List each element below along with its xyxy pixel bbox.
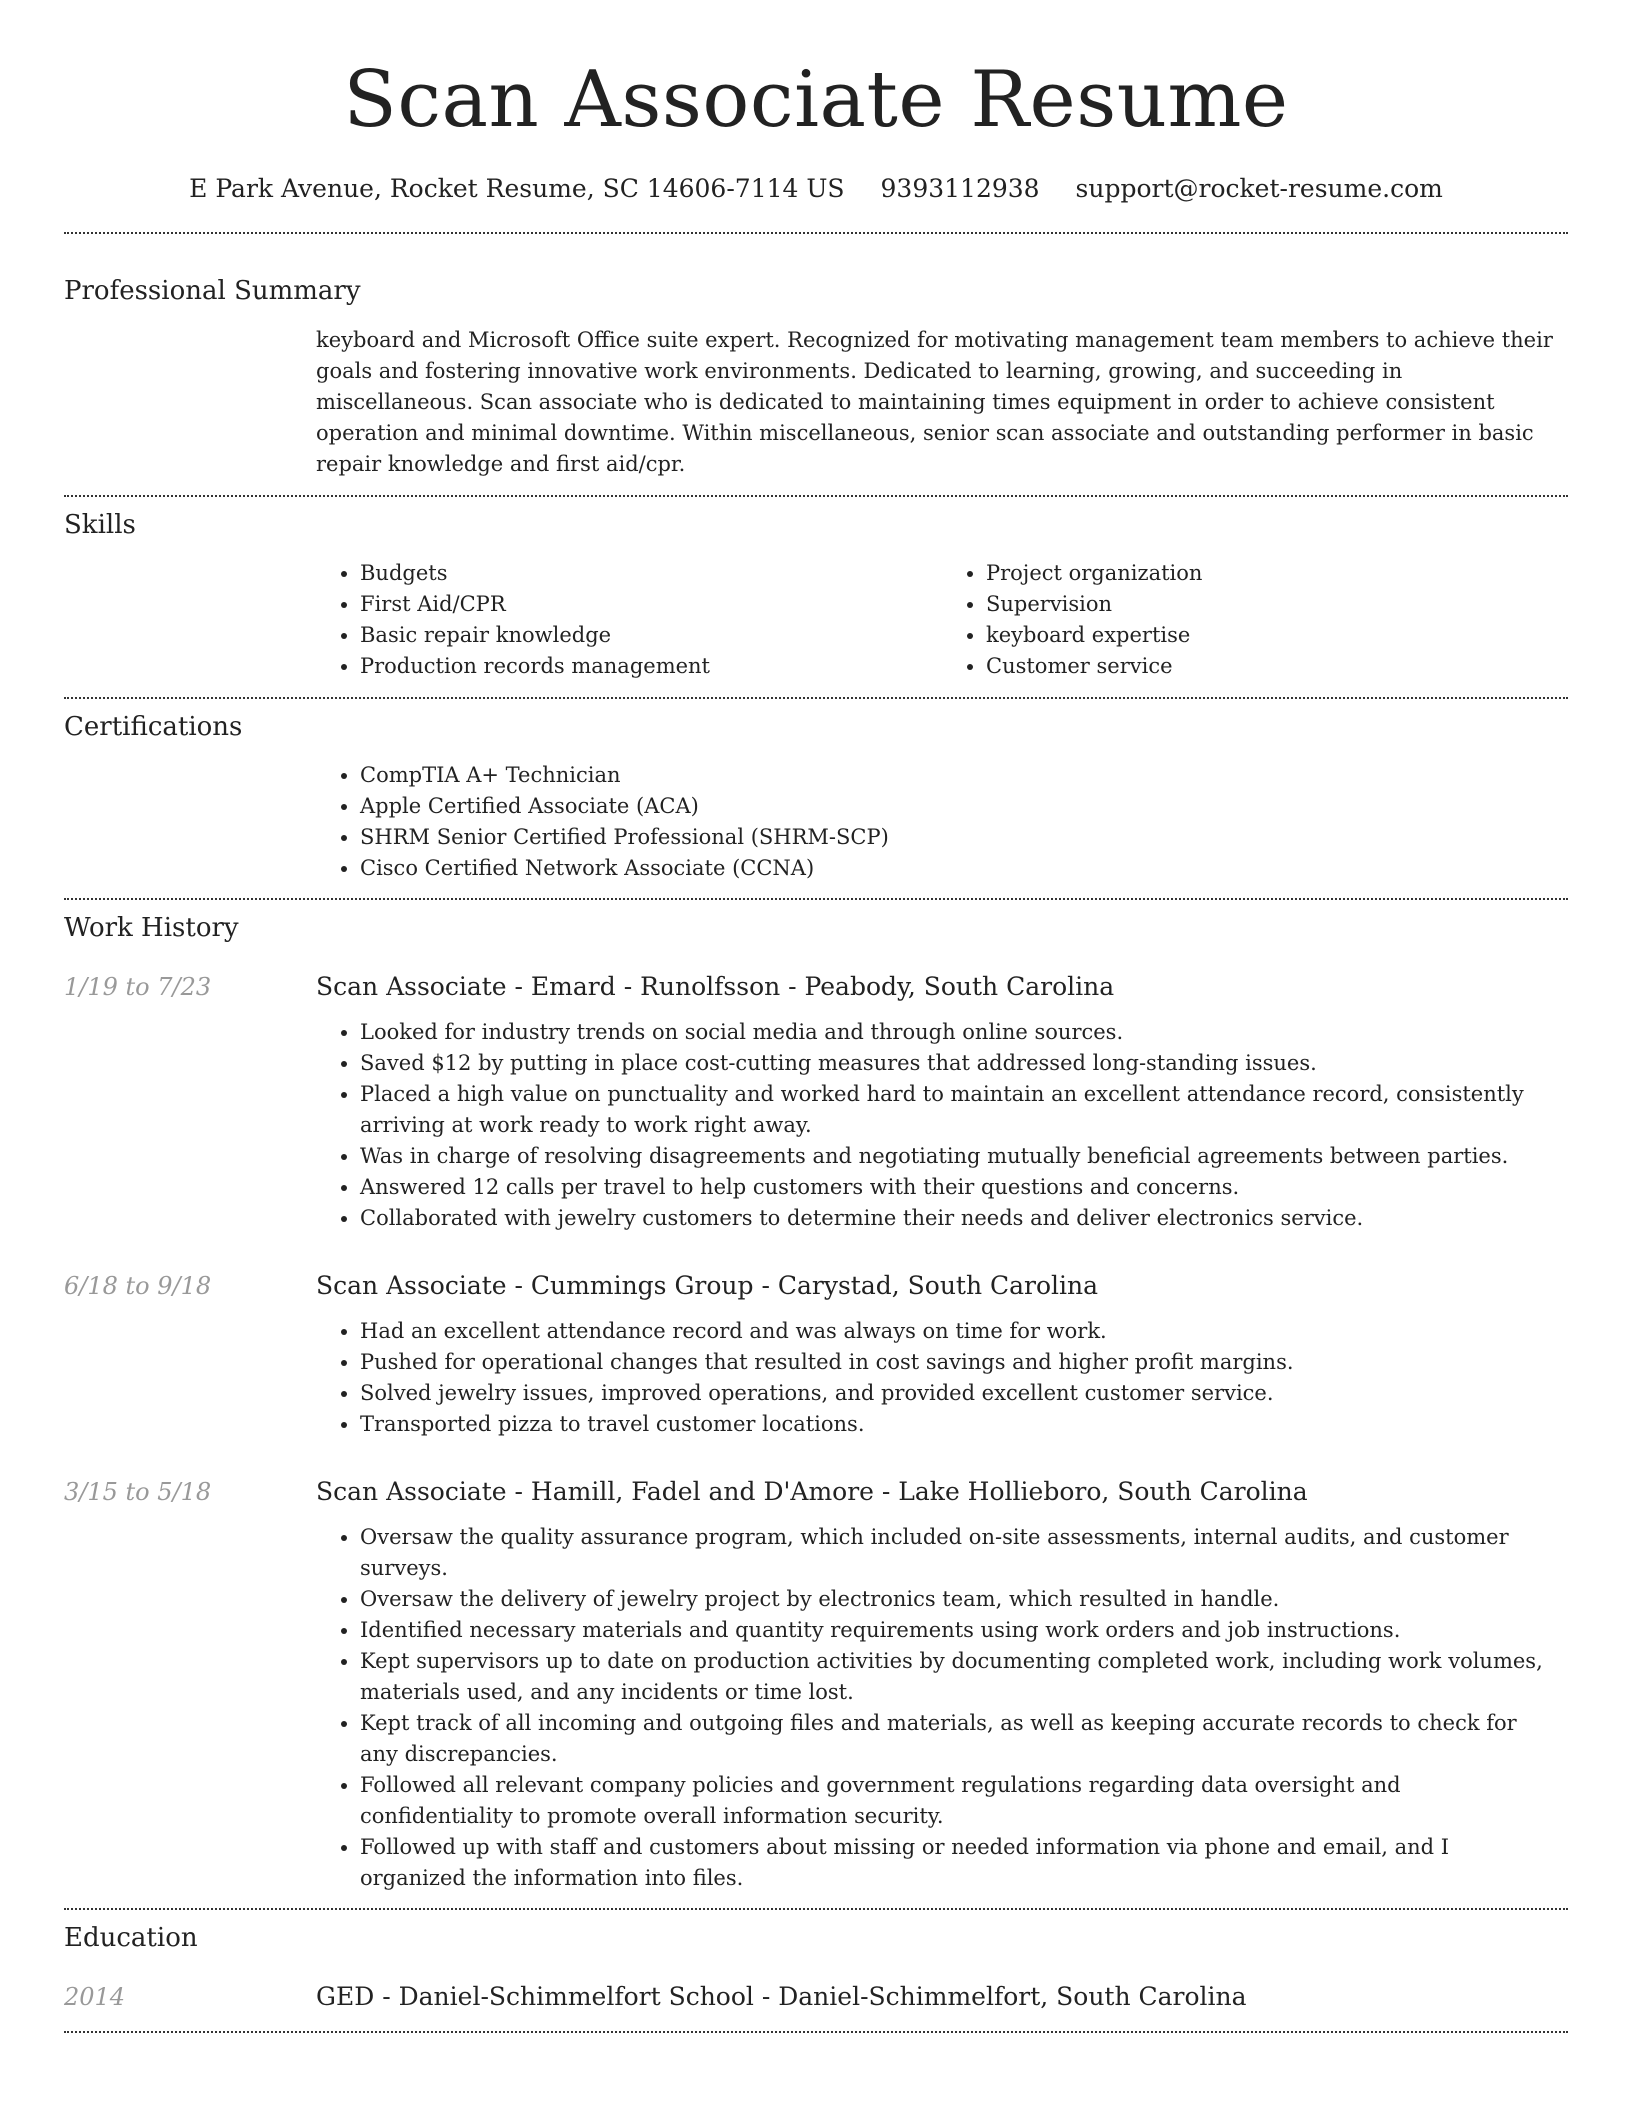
work-history-section [64, 911, 1568, 1894]
certifications-list [316, 760, 1568, 884]
section-heading: Skills [64, 510, 136, 540]
job-bullet: • Oversaw the delivery of jewelry project by electronics team, which resulted in handle. [360, 1584, 1558, 1615]
education-section [64, 1921, 1568, 2015]
skill-item: • Production records management [360, 651, 942, 682]
skills-columns [316, 558, 1568, 682]
education-details [316, 1979, 1568, 2015]
job-bullet: • Collaborated with jewelry customers to determine their needs and deliver electronics service. [360, 1203, 1558, 1234]
contact-address: E Park Avenue, Rocket Resume, SC 14606-7114 US [189, 174, 845, 203]
divider [64, 495, 1568, 497]
job-bullet: • Had an excellent attendance record and was always on time for work. [360, 1316, 1558, 1347]
divider [64, 898, 1568, 900]
divider [64, 2031, 1568, 2033]
contact-phone: 9393112938 [880, 174, 1040, 203]
job-bullet: • Followed up with staff and customers about missing or needed information via phone and email, and I organized the information into files. [360, 1832, 1558, 1894]
professional-summary-section [64, 274, 1568, 480]
job-bullet: • Transported pizza to travel customer locations. [360, 1409, 1558, 1440]
skill-item: • First Aid/CPR [360, 589, 942, 620]
job-details [316, 969, 1568, 1234]
section-heading: Certifications [64, 712, 243, 742]
certifications-section [64, 710, 1568, 884]
education-date: 2014 [64, 1983, 126, 2011]
job-bullet: • Looked for industry trends on social media and through online sources. [360, 1017, 1558, 1048]
job-bullet: • Kept track of all incoming and outgoing files and materials, as well as keeping accurate records to check for any discrepancies. [360, 1708, 1558, 1770]
job-entry [64, 1474, 1568, 1894]
job-bullet: • Identified necessary materials and quantity requirements using work orders and job instructions. [360, 1615, 1558, 1646]
job-bullet-list [316, 1316, 1558, 1440]
certification-item: • SHRM Senior Certified Professional (SHRM-SCP) [360, 822, 1568, 853]
job-date: 1/19 to 7/23 [64, 973, 212, 1001]
skills-left-list [316, 558, 942, 682]
certifications-body [316, 760, 1568, 884]
resume-title: Scan Associate Resume [343, 55, 1289, 145]
certification-item: • CompTIA A+ Technician [360, 760, 1568, 791]
job-bullet: • Oversaw the quality assurance program, which included on-site assessments, internal audits, and customer surveys. [360, 1522, 1558, 1584]
summary-text: keyboard and Microsoft Office suite expert. Recognized for motivating management team members to achieve their goals and fostering innovative work environments. Dedicated to learning, growing, and succeeding in miscellaneous. Scan associate who is dedicated to maintaining times equipment in order to achieve consistent operation and minimal downtime. Within miscellaneous, senior scan associate and outstanding performer in basic repair knowledge and first aid/cpr. [316, 328, 1553, 476]
section-heading: Education [64, 1923, 198, 1953]
job-title: Scan Associate - Emard - Runolfsson - Peabody, South Carolina [316, 972, 1115, 1001]
education-title: GED - Daniel-Schimmelfort School - Daniel-Schimmelfort, South Carolina [316, 1982, 1247, 2011]
skill-item: • Supervision [986, 589, 1568, 620]
job-bullet: • Followed all relevant company policies and government regulations regarding data oversight and confidentiality to promote overall information security. [360, 1770, 1558, 1832]
skill-item: • Basic repair knowledge [360, 620, 942, 651]
job-bullet: • Was in charge of resolving disagreements and negotiating mutually beneficial agreements between parties. [360, 1141, 1558, 1172]
skill-item: • Budgets [360, 558, 942, 589]
job-bullet-list [316, 1522, 1558, 1894]
job-bullet: • Answered 12 calls per travel to help customers with their questions and concerns. [360, 1172, 1558, 1203]
job-title: Scan Associate - Cummings Group - Carystad, South Carolina [316, 1271, 1099, 1300]
job-bullet-list [316, 1017, 1558, 1234]
job-details [316, 1268, 1568, 1440]
contact-info [64, 172, 1568, 206]
skill-item: • keyboard expertise [986, 620, 1568, 651]
job-bullet: • Kept supervisors up to date on production activities by documenting completed work, including work volumes, materials used, and any incidents or time lost. [360, 1646, 1558, 1708]
skills-right-list [942, 558, 1568, 682]
job-title: Scan Associate - Hamill, Fadel and D'Amore - Lake Hollieboro, South Carolina [316, 1477, 1308, 1506]
section-heading: Professional Summary [64, 276, 361, 306]
certification-item: • Cisco Certified Network Associate (CCNA) [360, 853, 1568, 884]
job-entry [64, 1268, 1568, 1440]
job-bullet: • Saved $12 by putting in place cost-cutting measures that addressed long-standing issues. [360, 1048, 1558, 1079]
job-entry [64, 969, 1568, 1234]
section-heading: Work History [64, 913, 239, 943]
skill-item: • Project organization [986, 558, 1568, 589]
education-entry [64, 1979, 1568, 2015]
skill-item: • Customer service [986, 651, 1568, 682]
contact-email: support@rocket-resume.com [1075, 174, 1443, 203]
divider [64, 232, 1568, 234]
job-bullet: • Solved jewelry issues, improved operations, and provided excellent customer service. [360, 1378, 1558, 1409]
job-bullet: • Pushed for operational changes that resulted in cost savings and higher profit margins. [360, 1347, 1558, 1378]
divider [64, 697, 1568, 699]
divider [64, 1908, 1568, 1910]
certification-item: • Apple Certified Associate (ACA) [360, 791, 1568, 822]
job-date: 3/15 to 5/18 [64, 1478, 212, 1506]
skills-section [64, 508, 1568, 682]
job-bullet: • Placed a high value on punctuality and worked hard to maintain an excellent attendance record, consistently arriving at work ready to work right away. [360, 1079, 1558, 1141]
job-details [316, 1474, 1568, 1894]
job-date: 6/18 to 9/18 [64, 1272, 212, 1300]
